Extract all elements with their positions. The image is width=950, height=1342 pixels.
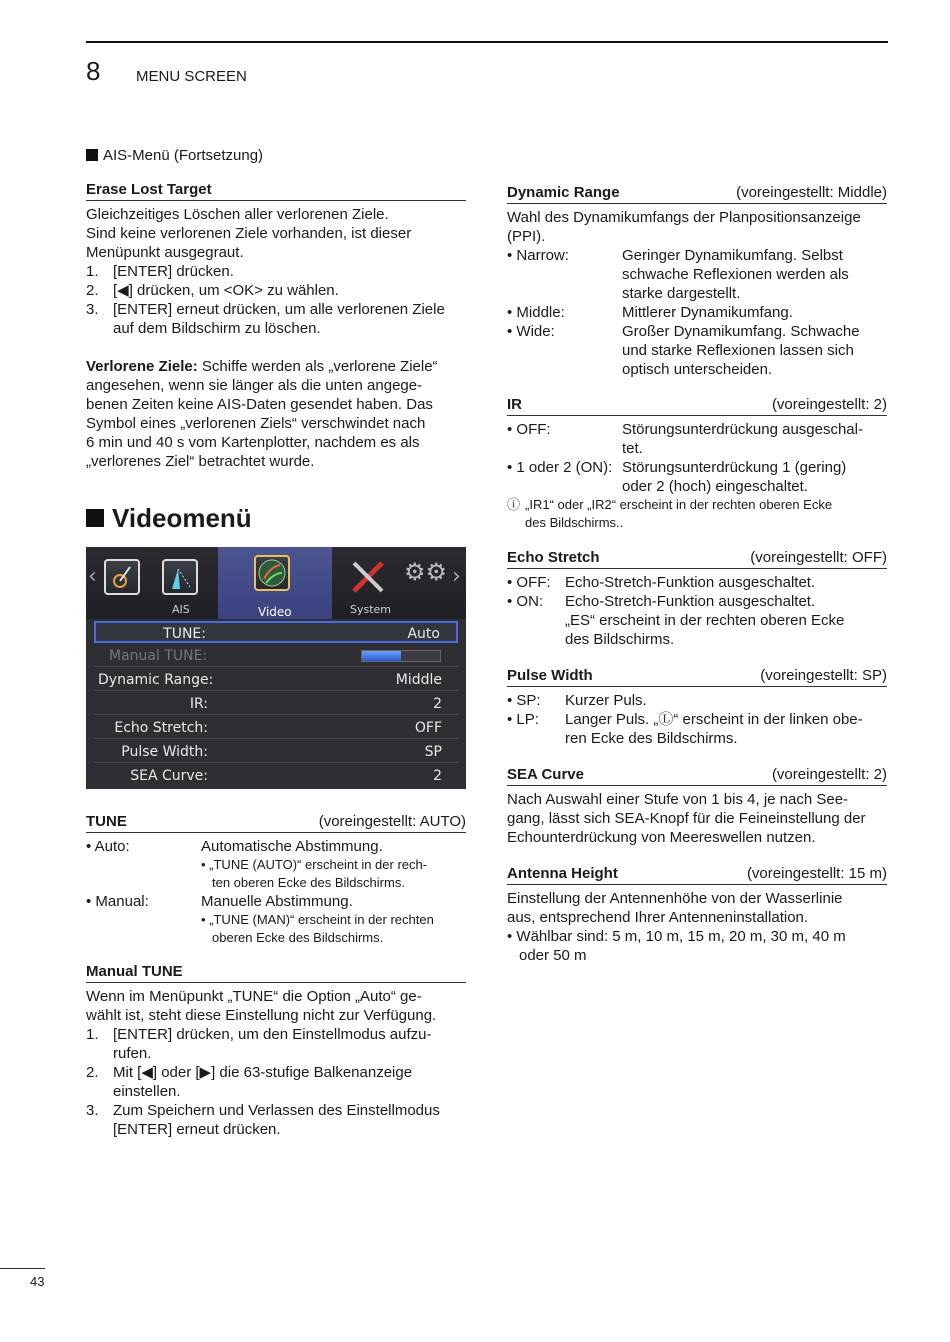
option-term: • Auto: bbox=[86, 838, 130, 855]
erase-heading-row bbox=[86, 180, 466, 201]
left-column bbox=[86, 146, 466, 1139]
option-desc-line: schwache Reflexionen werden als bbox=[622, 266, 849, 283]
option-term: • SP: bbox=[507, 692, 541, 709]
step-line: Zum Speichern und Verlassen des Einstellmodus bbox=[113, 1102, 440, 1119]
option-term: • ON: bbox=[507, 593, 544, 610]
manual-tune-bar-fill bbox=[362, 651, 401, 661]
menu-row-manual-tune bbox=[94, 645, 458, 667]
erase-steps bbox=[86, 262, 466, 338]
ir-note-line: „IR1“ oder „IR2“ erscheint in der rechten oberen Ecke bbox=[525, 497, 833, 512]
video-menu-heading bbox=[86, 502, 466, 534]
page-number-rule bbox=[0, 1268, 45, 1269]
option-term: • OFF: bbox=[507, 574, 551, 591]
sea-title: SEA Curve bbox=[507, 766, 584, 783]
menu-row-label: TUNE: bbox=[163, 626, 206, 642]
option-desc-line: Mittlerer Dynamikumfang. bbox=[622, 304, 793, 321]
sea-heading-row bbox=[507, 765, 887, 786]
option-desc-line: Echo-Stretch-Funktion ausgeschaltet. bbox=[565, 574, 816, 591]
option-desc-line: des Bildschirms. bbox=[565, 631, 675, 648]
option-desc-line: ren Ecke des Bildschirms. bbox=[565, 730, 738, 747]
pulse-default: (voreingestellt: SP) bbox=[760, 667, 887, 684]
square-bullet-icon bbox=[86, 149, 98, 161]
antenna-heading-row bbox=[507, 864, 887, 885]
menu-row-pulse-width[interactable] bbox=[94, 741, 458, 763]
step-line: [ENTER] erneut drücken, um alle verlorenen Ziele bbox=[113, 301, 445, 318]
echo-stretch-section bbox=[507, 548, 887, 649]
erase-line: Menüpunkt ausgegraut. bbox=[86, 244, 244, 261]
menu-row-value: 2 bbox=[433, 696, 442, 712]
step-number: 2. bbox=[86, 1064, 99, 1081]
echo-option bbox=[507, 592, 887, 649]
step-number: 1. bbox=[86, 263, 99, 280]
sea-curve-section bbox=[507, 765, 887, 847]
ir-note-text bbox=[518, 496, 832, 532]
antenna-bullet-line: oder 50 m bbox=[519, 947, 587, 964]
menu-tab-bar bbox=[86, 547, 466, 619]
dynamic-option bbox=[507, 246, 887, 303]
erase-step bbox=[86, 281, 466, 300]
tune-option bbox=[86, 837, 466, 892]
menu-row-label: SEA Curve: bbox=[130, 768, 208, 784]
option-term: • 1 oder 2 (ON): bbox=[507, 459, 613, 476]
square-bullet-icon bbox=[86, 509, 104, 527]
lost-targets-line: „verlorenes Ziel“ betrachtet wurde. bbox=[86, 453, 315, 470]
pulse-heading-row bbox=[507, 666, 887, 687]
option-desc-line: Störungsunterdrückung 1 (gering) bbox=[622, 459, 847, 476]
step-text bbox=[113, 1101, 440, 1139]
tune-section bbox=[86, 812, 466, 947]
antenna-line: aus, entsprechend Ihrer Antenneninstallation. bbox=[507, 909, 809, 926]
lost-targets-line: benen Zeiten keine AIS-Daten gesendet haben. Das bbox=[86, 396, 433, 413]
option-desc-line: Echo-Stretch-Funktion ausgeschaltet. bbox=[565, 593, 816, 610]
menu-row-label: Dynamic Range: bbox=[98, 672, 214, 688]
ir-heading-row bbox=[507, 395, 887, 416]
chevron-left-icon[interactable]: ‹ bbox=[88, 564, 97, 589]
tune-heading-row bbox=[86, 812, 466, 833]
dynamic-options bbox=[507, 246, 887, 379]
erase-line: Sind keine verlorenen Ziele vorhanden, ist dieser bbox=[86, 225, 412, 242]
option-desc-line: tet. bbox=[622, 440, 643, 457]
info-icon: ⓘ bbox=[507, 497, 521, 512]
ir-options bbox=[507, 420, 887, 496]
option-desc-line: oder 2 (hoch) eingeschaltet. bbox=[622, 478, 808, 495]
manual-tune-line: wählt ist, steht diese Einstellung nicht zur Verfügung. bbox=[86, 1007, 437, 1024]
option-desc bbox=[622, 322, 887, 379]
option-note-line: oberen Ecke des Bildschirms. bbox=[212, 930, 384, 945]
step-text: [◀] drücken, um <OK> zu wählen. bbox=[113, 282, 339, 299]
pulse-option bbox=[507, 710, 887, 748]
option-desc bbox=[565, 710, 887, 748]
tab-video[interactable] bbox=[218, 547, 332, 619]
menu-row-value: SP bbox=[424, 744, 442, 760]
ir-option bbox=[507, 458, 887, 496]
option-term: • OFF: bbox=[507, 421, 551, 438]
page-number: 43 bbox=[30, 1274, 45, 1289]
manual-tune-step bbox=[86, 1025, 466, 1063]
ais-continued-marker bbox=[86, 146, 466, 165]
antenna-height-section bbox=[507, 864, 887, 965]
option-desc bbox=[622, 420, 887, 458]
right-column bbox=[507, 183, 887, 965]
option-desc bbox=[622, 303, 887, 322]
step-text: [ENTER] drücken. bbox=[113, 263, 234, 280]
option-desc-line: Kurzer Puls. bbox=[565, 692, 647, 709]
echo-title: Echo Stretch bbox=[507, 549, 600, 566]
ir-section bbox=[507, 395, 887, 532]
option-desc-line: und starke Reflexionen lassen sich bbox=[622, 342, 854, 359]
option-desc-line: Langer Puls. „Ⓛ“ erscheint in der linken obe- bbox=[565, 711, 863, 728]
option-desc-line: starke dargestellt. bbox=[622, 285, 741, 302]
manual-tune-heading-row bbox=[86, 962, 466, 983]
lost-targets-line: angesehen, wenn sie länger als die unten angege- bbox=[86, 377, 423, 394]
echo-heading-row bbox=[507, 548, 887, 569]
chevron-right-icon[interactable]: › bbox=[452, 564, 461, 589]
menu-row-dynamic-range[interactable] bbox=[94, 669, 458, 691]
echo-default: (voreingestellt: OFF) bbox=[750, 549, 887, 566]
sea-default: (voreingestellt: 2) bbox=[771, 766, 887, 783]
option-desc bbox=[565, 573, 887, 592]
ir-option bbox=[507, 420, 887, 458]
step-number: 3. bbox=[86, 1102, 99, 1119]
ais-continued-label: AIS-Menü (Fortsetzung) bbox=[103, 147, 264, 164]
erase-step bbox=[86, 262, 466, 281]
step-number: 2. bbox=[86, 282, 99, 299]
echo-option bbox=[507, 573, 887, 592]
manual-tune-bar bbox=[361, 650, 441, 662]
step-line: auf dem Bildschirm zu löschen. bbox=[113, 320, 321, 337]
menu-row-value: Auto bbox=[407, 626, 440, 642]
dynamic-title: Dynamic Range bbox=[507, 184, 620, 201]
top-rule bbox=[86, 41, 888, 43]
option-note-line: • „TUNE (MAN)“ erscheint in der rechten bbox=[201, 912, 434, 927]
tune-title: TUNE bbox=[86, 813, 127, 830]
menu-row-sea-curve[interactable] bbox=[94, 765, 458, 787]
step-number: 3. bbox=[86, 301, 99, 318]
option-desc bbox=[565, 592, 887, 649]
compass-tab-icon[interactable] bbox=[104, 559, 140, 595]
menu-row-value: OFF bbox=[414, 720, 442, 736]
manual-tune-line: Wenn im Menüpunkt „TUNE“ die Option „Auto“ ge- bbox=[86, 988, 422, 1005]
pulse-option bbox=[507, 691, 887, 710]
sea-line: Echounterdrückung von Meereswellen nutzen. bbox=[507, 829, 816, 846]
tools-tab-icon[interactable] bbox=[348, 557, 388, 597]
menu-row-label: Echo Stretch: bbox=[114, 720, 208, 736]
step-line: [ENTER] drücken, um den Einstellmodus aufzu- bbox=[113, 1026, 432, 1043]
erase-step bbox=[86, 300, 466, 338]
lost-targets-line: Symbol eines „verlorenen Ziels“ verschwindet nach bbox=[86, 415, 426, 432]
step-line: Mit [◀] oder [▶] die 63-stufige Balkenanzeige bbox=[113, 1064, 413, 1081]
option-desc-line: „ES“ erscheint in der rechten oberen Ecke bbox=[565, 612, 845, 629]
step-line: rufen. bbox=[113, 1045, 152, 1062]
menu-row-label: Manual TUNE: bbox=[109, 648, 208, 664]
chapter-number: 8 bbox=[86, 56, 101, 86]
option-term: • Narrow: bbox=[507, 247, 569, 264]
dynamic-range-section bbox=[507, 183, 887, 379]
manual-tune-step bbox=[86, 1101, 466, 1139]
lost-targets-line: 6 min und 40 s vom Kartenplotter, nachdem es als bbox=[86, 434, 420, 451]
step-line: [ENTER] erneut drücken. bbox=[113, 1121, 281, 1138]
menu-row-tune[interactable] bbox=[94, 621, 458, 643]
option-desc-line: optisch unterscheiden. bbox=[622, 361, 773, 378]
option-desc-line: Manuelle Abstimmung. bbox=[201, 893, 353, 910]
menu-row-echo-stretch[interactable] bbox=[94, 717, 458, 739]
tune-option bbox=[86, 892, 466, 947]
menu-row-value: Middle bbox=[395, 672, 442, 688]
ir-title: IR bbox=[507, 396, 522, 413]
pulse-options bbox=[507, 691, 887, 748]
option-desc-line: Automatische Abstimmung. bbox=[201, 838, 383, 855]
tab-video-label: Video bbox=[258, 605, 292, 619]
option-note-line: ten oberen Ecke des Bildschirms. bbox=[212, 875, 405, 890]
dynamic-option bbox=[507, 303, 887, 322]
tune-default: (voreingestellt: AUTO) bbox=[318, 813, 466, 830]
gear-icon[interactable]: ⚙⚙ bbox=[404, 558, 448, 586]
dynamic-line: Wahl des Dynamikumfangs der Planpositionsanzeige bbox=[507, 209, 861, 226]
step-text bbox=[113, 1025, 431, 1063]
ir-note bbox=[507, 496, 887, 532]
lost-targets-paragraph bbox=[86, 357, 466, 471]
menu-row-label: Pulse Width: bbox=[121, 744, 208, 760]
option-term: • Middle: bbox=[507, 304, 565, 321]
pulse-title: Pulse Width bbox=[507, 667, 593, 684]
manual-tune-steps bbox=[86, 1025, 466, 1139]
option-desc-line: Störungsunterdrückung ausgeschal- bbox=[622, 421, 863, 438]
option-desc bbox=[622, 458, 887, 496]
option-term: • Wide: bbox=[507, 323, 555, 340]
antenna-default: (voreingestellt: 15 m) bbox=[746, 865, 887, 882]
menu-row-ir[interactable] bbox=[94, 693, 458, 715]
step-line: einstellen. bbox=[113, 1083, 181, 1100]
lost-targets-term: Verlorene Ziele: bbox=[86, 358, 198, 375]
video-tab-icon bbox=[254, 555, 290, 591]
sea-line: gang, lässt sich SEA-Knopf für die Feineinstellung der bbox=[507, 810, 866, 827]
antenna-line: Einstellung der Antennenhöhe von der Wasserlinie bbox=[507, 890, 843, 907]
manual-tune-section bbox=[86, 962, 466, 1139]
menu-row-value: 2 bbox=[433, 768, 442, 784]
option-desc-line: Großer Dynamikumfang. Schwache bbox=[622, 323, 860, 340]
dynamic-option bbox=[507, 322, 887, 379]
step-text bbox=[113, 300, 445, 338]
tune-options bbox=[86, 837, 466, 947]
lost-targets-line: Schiffe werden als „verlorene Ziele“ bbox=[197, 358, 438, 375]
dynamic-line: (PPI). bbox=[507, 228, 546, 245]
option-term: • Manual: bbox=[86, 893, 149, 910]
erase-line: Gleichzeitiges Löschen aller verlorenen Ziele. bbox=[86, 206, 389, 223]
option-desc bbox=[622, 246, 887, 303]
dynamic-default: (voreingestellt: Middle) bbox=[736, 184, 887, 201]
video-menu-screenshot bbox=[86, 547, 466, 789]
manual-tune-step bbox=[86, 1063, 466, 1101]
erase-title: Erase Lost Target bbox=[86, 181, 212, 198]
option-desc bbox=[201, 892, 466, 947]
antenna-bullet-line: • Wählbar sind: 5 m, 10 m, 15 m, 20 m, 30 m, 40 m bbox=[507, 928, 846, 945]
option-note-line: • „TUNE (AUTO)“ erscheint in der rech- bbox=[201, 857, 428, 872]
option-term: • LP: bbox=[507, 711, 539, 728]
erase-lost-target-section bbox=[86, 180, 466, 338]
echo-options bbox=[507, 573, 887, 649]
tab-ais-label[interactable]: AIS bbox=[172, 603, 190, 616]
ais-tab-icon[interactable] bbox=[162, 559, 198, 595]
ir-default: (voreingestellt: 2) bbox=[771, 396, 887, 413]
menu-row-label: IR: bbox=[189, 696, 208, 712]
step-text bbox=[113, 1063, 412, 1101]
manual-tune-title: Manual TUNE bbox=[86, 963, 183, 980]
video-menu-title: Videomenü bbox=[112, 503, 252, 533]
dynamic-heading-row bbox=[507, 183, 887, 204]
ir-note-line: des Bildschirms.. bbox=[525, 515, 624, 530]
option-desc-line: Geringer Dynamikumfang. Selbst bbox=[622, 247, 843, 264]
chapter-title: MENU SCREEN bbox=[136, 68, 247, 85]
sea-line: Nach Auswahl einer Stufe von 1 bis 4, je nach See- bbox=[507, 791, 849, 808]
pulse-width-section bbox=[507, 666, 887, 748]
option-desc bbox=[201, 837, 466, 892]
step-number: 1. bbox=[86, 1026, 99, 1043]
tab-system-label[interactable]: System bbox=[350, 603, 392, 616]
option-desc bbox=[565, 691, 887, 710]
antenna-title: Antenna Height bbox=[507, 865, 618, 882]
